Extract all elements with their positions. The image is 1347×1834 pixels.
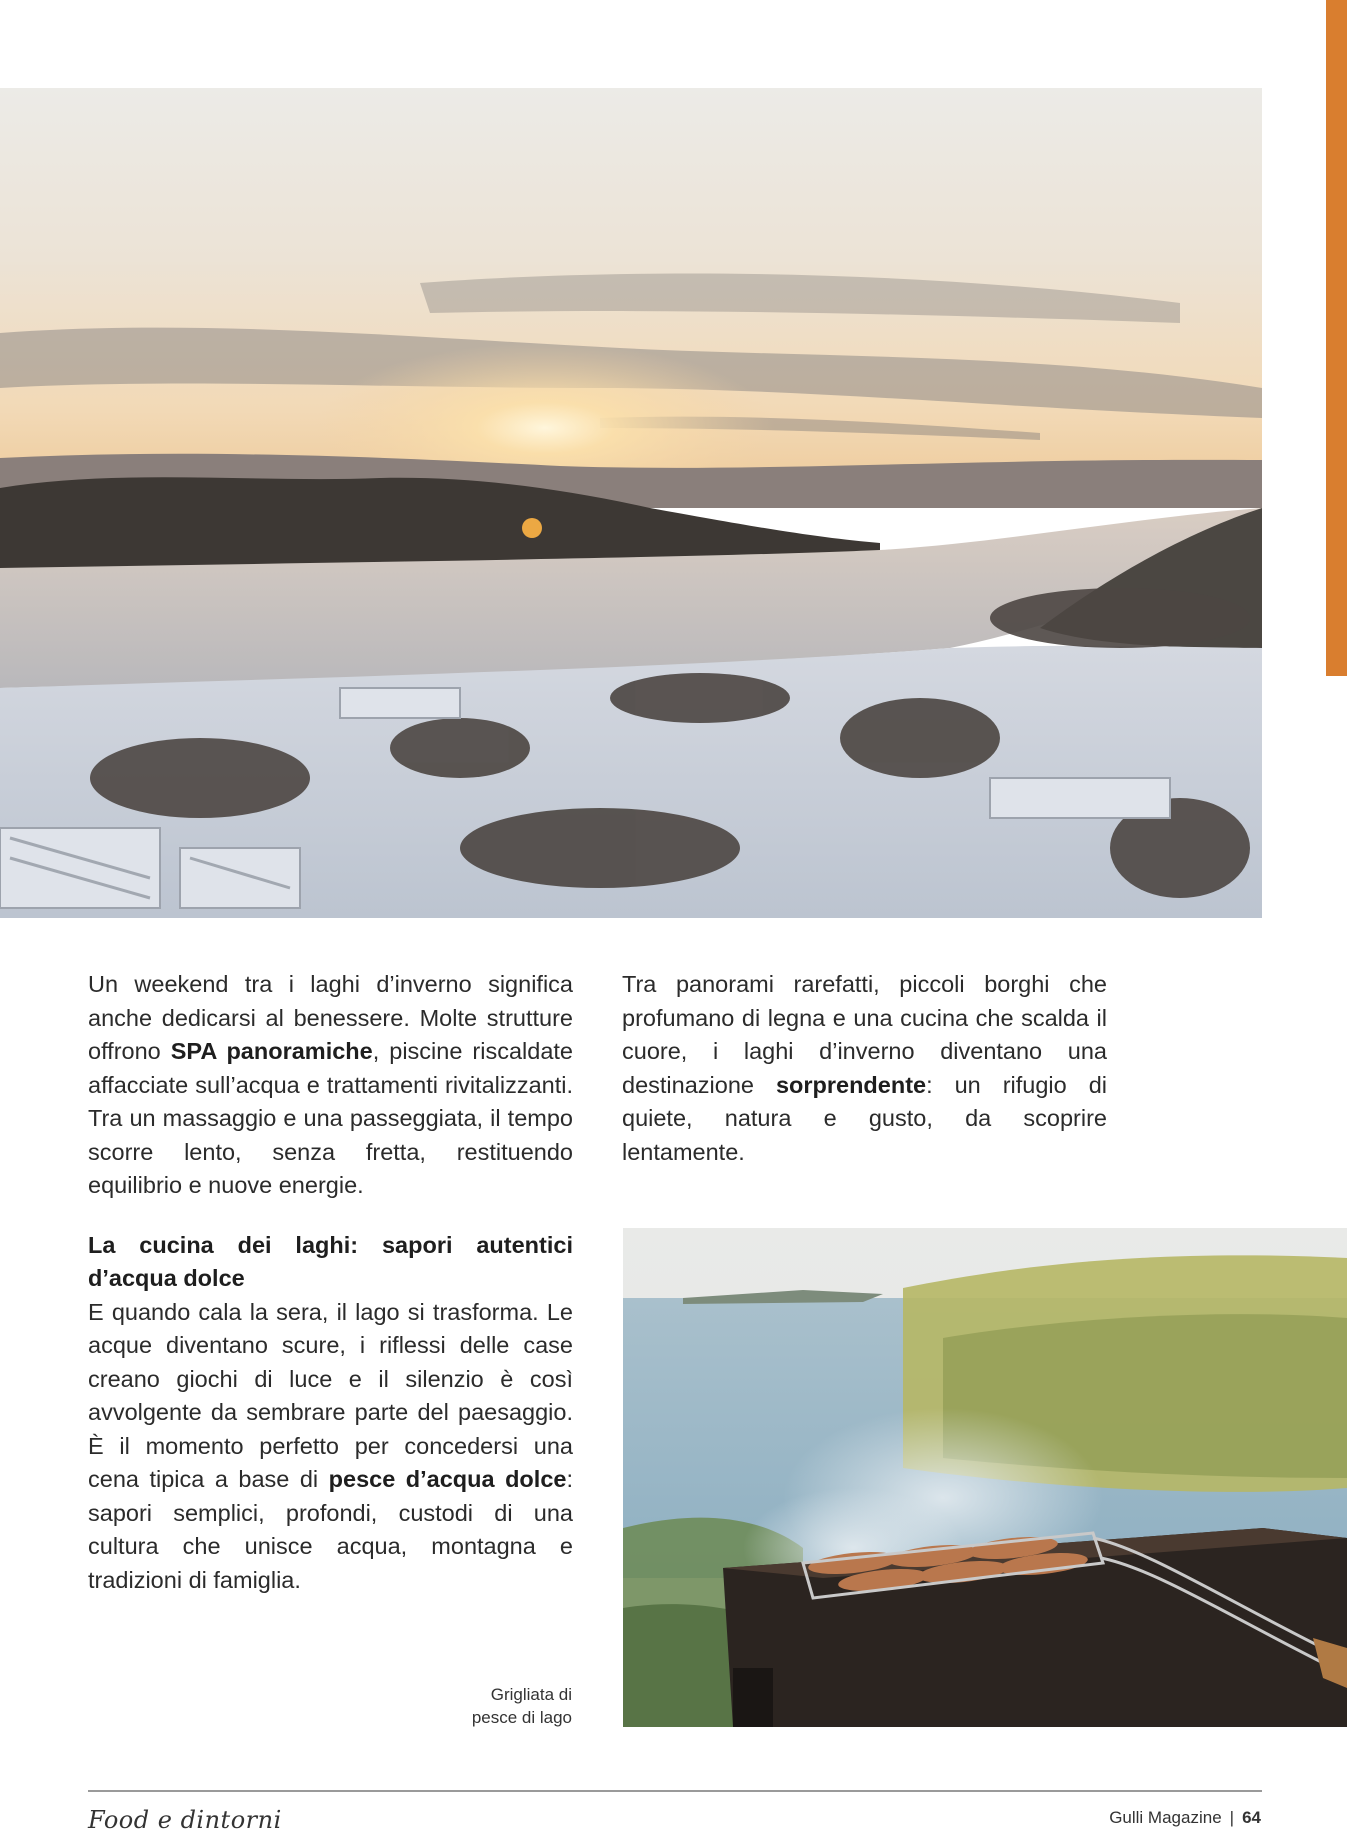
- paragraph-wellness: Un weekend tra i laghi d’inverno significa anche dedicarsi al benessere. Molte strutture offrono SPA panoramiche, piscine riscaldate affacciate sull’acqua e trattamenti rivitalizzanti. Tra un massaggio e una passeggiata, il tempo scorre lento, senza fretta, restituendo equilibrio e nuove energie.: [88, 971, 573, 1198]
- magazine-name: Gulli Magazine: [1109, 1808, 1222, 1827]
- accent-bar: [1326, 0, 1347, 676]
- right-column: [622, 968, 1107, 1169]
- hero-photo-winter-lake: [0, 88, 1262, 918]
- left-column: [88, 968, 573, 1597]
- emphasis-fish: pesce d’acqua dolce: [328, 1466, 567, 1492]
- emphasis-surprising: sorprendente: [775, 1071, 927, 1098]
- folio-separator: |: [1229, 1808, 1235, 1827]
- footer-divider: [88, 1790, 1262, 1792]
- winter-lake-sunset-image: [0, 88, 1262, 918]
- grilled-fish-image: [623, 1228, 1347, 1727]
- footer-folio: [1109, 1808, 1261, 1828]
- emphasis-spa: SPA panoramiche: [170, 1038, 373, 1064]
- page-number: 64: [1242, 1808, 1261, 1827]
- paragraph-conclusion: Tra panorami rarefatti, piccoli borghi che profumano di legna e una cucina che scalda il cuore, i laghi d’inverno diventano una destinazione sorprendente: un rifugio di quiete, natura e gusto, da scoprire lentamente.: [622, 971, 1107, 1165]
- footer-section-name: Food e dintorni: [88, 1806, 282, 1834]
- section-subheading: La cucina dei laghi: sapori autentici d’acqua dolce: [88, 1231, 573, 1291]
- grill-photo: [623, 1228, 1347, 1727]
- paragraph-cuisine: E quando cala la sera, il lago si trasforma. Le acque diventano scure, i riflessi delle case creano giochi di luce e il silenzio è così avvolgente da sembrare parte del paesaggio. È il momento perfetto per concedersi una cena tipica a base di pesce d’acqua dolce: sapori semplici, profondi, custodi di una cultura che unisce acqua, montagna e tradizioni di famiglia.: [88, 1298, 573, 1593]
- photo-caption: [400, 1683, 572, 1729]
- caption-line-2: pesce di lago: [471, 1708, 572, 1727]
- caption-line-1: Grigliata di: [490, 1685, 572, 1704]
